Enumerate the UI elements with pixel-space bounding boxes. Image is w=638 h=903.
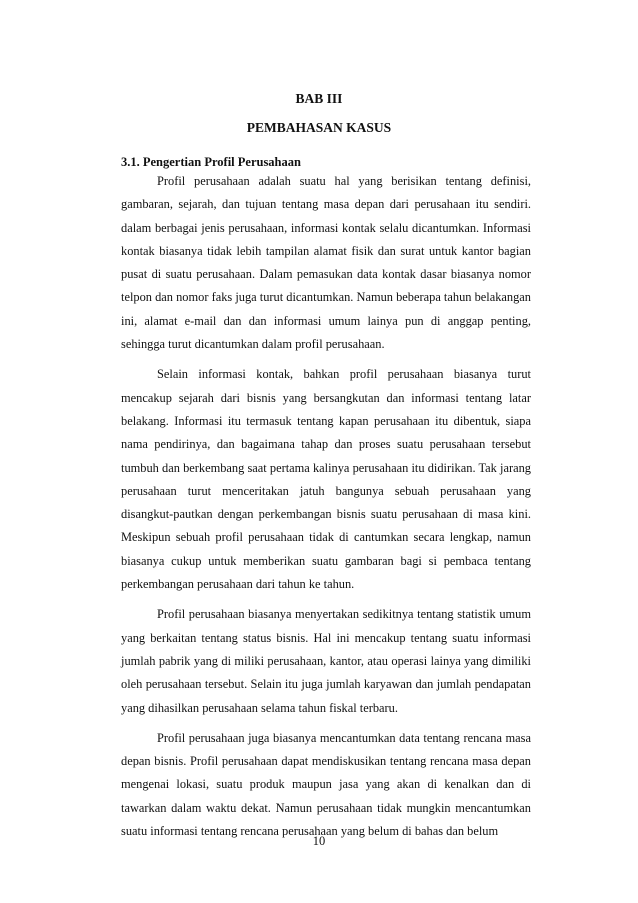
paragraph: Selain informasi kontak, bahkan profil perusahaan biasanya turut mencakup sejarah dari bisnis yang bersangkutan dan informasi tentang latar belakang. Informasi itu termasuk tentang kapan perusahaan itu dibentuk, siapa nama pendirinya, dan bagaimana tahap dan proses suatu perusahaan tersebut tumbuh dan berkembang saat pertama kalinya perusahaan itu didirikan. Tak jarang perusahaan turut menceritakan jatuh bangunya sebuah perusahaan yang disangkut-pautkan dengan perkembangan bisnis suatu perusahaan di masa kini. Meskipun sebuah profil perusahaan tidak di cantumkan secara lengkap, namun biasanya cukup untuk memberikan suatu gambaran bagi si pembaca tentang perkembangan perusahaan dari tahun ke tahun. — [121, 367, 531, 592]
section-heading: 3.1. Pengertian Profil Perusahaan — [121, 155, 301, 169]
page-number: 10 — [312, 834, 326, 848]
paragraph: Profil perusahaan adalah suatu hal yang berisikan tentang definisi, gambaran, sejarah, dan tujuan tentang masa depan dari perusahaan itu sendiri. dalam berbagai jenis perusahaan, informasi kontak selalu dicantumkan. Informasi kontak biasanya tidak lebih tampilan alamat fisik dan surat untuk kantor bagian pusat di suatu perusahaan. Dalam pemasukan data kontak dasar biasanya nomor telpon dan nomor faks juga turut dicantumkan. Namun beberapa tahun belakangan ini, alamat e-mail dan dan informasi umum lainya pun di anggap penting, sehingga turut dicantumkan dalam profil perusahaan. — [121, 174, 531, 352]
paragraph: Profil perusahaan biasanya menyertakan sedikitnya tentang statistik umum yang berkaitan tentang status bisnis. Hal ini mencakup tentang suatu informasi jumlah pabrik yang di miliki perusahaan, kantor, atau operasi lainya yang dimiliki oleh perusahaan tersebut. Selain itu juga jumlah karyawan dan jumlah pendapatan yang dihasilkan perusahaan selama tahun fiskal terbaru. — [121, 607, 531, 715]
paragraph: Profil perusahaan juga biasanya mencantumkan data tentang rencana masa depan bisnis. Profil perusahaan dapat mendiskusikan tentang rencana masa depan mengenai lokasi, suatu produk maupun jasa yang akan di kenalkan dan di tawarkan dalam waktu dekat. Namun perusahaan tidak mungkin mencantumkan suatu informasi tentang rencana perusahaan yang belum di bahas dan belum — [121, 730, 531, 839]
chapter-number: BAB III — [295, 91, 343, 106]
body-text — [121, 170, 531, 850]
chapter-title: PEMBAHASAN KASUS — [246, 120, 392, 135]
